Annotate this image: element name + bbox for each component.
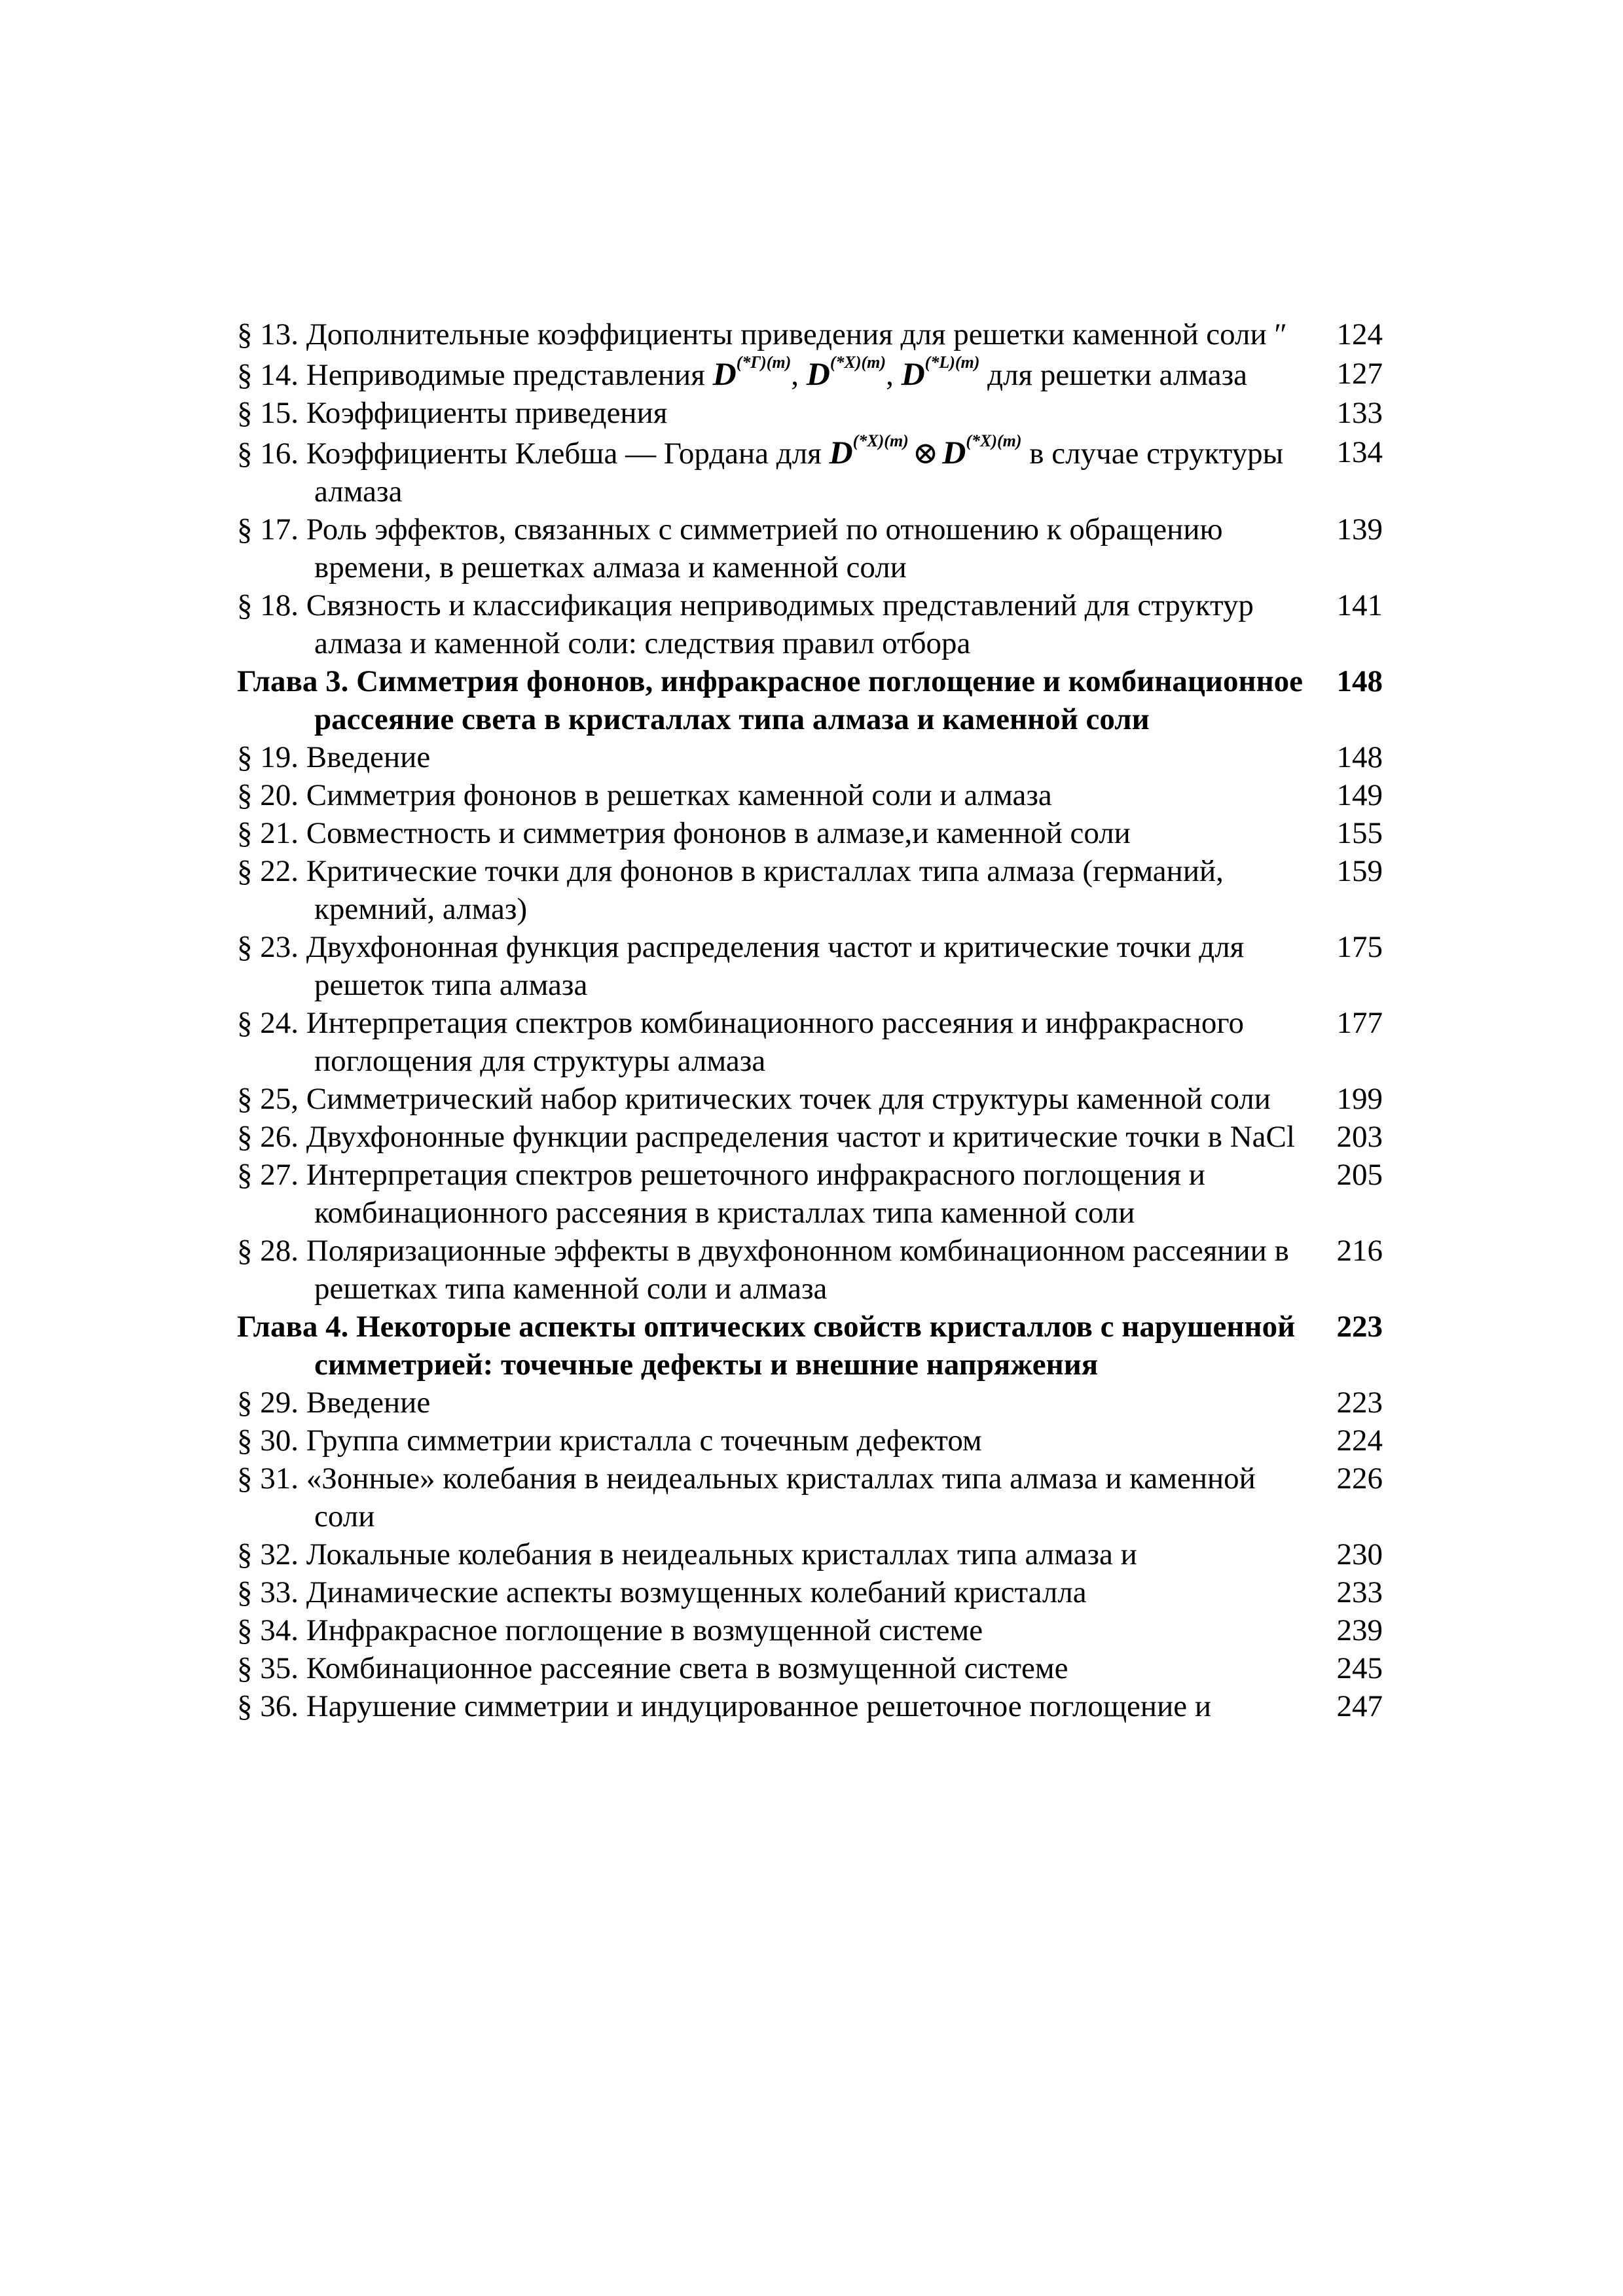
toc-entry-title: § 30. Группа симметрии кристалла с точечным дефектом: [237, 1424, 982, 1458]
toc-entry-title: § 14. Неприводимые представления $D^{(*\Gamma)(m)}$, $D^{(*X)(m)}$, $D^{(*L)(m)}$ для решетки алмаза: [237, 353, 1248, 392]
toc-entry-title: § 31. «Зонные» колебания в неидеальных кристаллах типа алмаза и каменной соли: [237, 1462, 1256, 1534]
toc-entry-title: § 18. Связность и классификация неприводимых представлений для структур алмаза и каменной соли: следствия правил отбора: [237, 588, 1254, 660]
toc-chapter-entry[interactable]: [237, 662, 1383, 738]
toc-entry[interactable]: [237, 1535, 1383, 1573]
toc-entry-page: 224: [1336, 1424, 1383, 1458]
formula-d-x: $D^{(*X)(m)}$: [829, 431, 909, 471]
toc-entry-page: 216: [1336, 1234, 1383, 1268]
toc-entry-page: 155: [1336, 816, 1383, 850]
toc-entry-title: [237, 432, 1314, 511]
toc-entry-page: 148: [1336, 740, 1383, 774]
toc-entry[interactable]: [237, 1232, 1383, 1308]
toc-entry-title: § 21. Совместность и симметрия фононов в алмазе,и каменной соли: [237, 816, 1131, 850]
toc-entry-page: 223: [1336, 1310, 1383, 1344]
toc-entry-title: § 23. Двухфононная функция распределения частот и критические точки для решеток типа алмаза: [237, 930, 1245, 1002]
table-of-contents: [237, 315, 1383, 1725]
toc-entry[interactable]: [237, 738, 1383, 776]
toc-entry[interactable]: [237, 511, 1383, 586]
toc-entry[interactable]: [237, 432, 1383, 511]
toc-entry-title: § 17. Роль эффектов, связанных с симметрией по отношению к обращению времени, в решетках алмаза и каменной соли: [237, 512, 1223, 584]
toc-entry[interactable]: [237, 814, 1383, 852]
toc-entry[interactable]: [237, 1080, 1383, 1118]
toc-entry[interactable]: [237, 1156, 1383, 1232]
toc-entry-page: 139: [1336, 512, 1383, 547]
toc-entry[interactable]: [237, 852, 1383, 928]
toc-entry-title: § 19. Введение: [237, 740, 431, 774]
toc-chapter-title: Глава 4. Некоторые аспекты оптических свойств кристаллов с нарушенной симметрией: точечные дефекты и внешние напряжения: [237, 1310, 1296, 1382]
toc-entry[interactable]: [237, 1611, 1383, 1649]
toc-entry[interactable]: [237, 1687, 1383, 1725]
toc-entry-page: 226: [1336, 1462, 1383, 1496]
toc-entry-page: 233: [1336, 1575, 1383, 1609]
toc-entry-title: § 25, Симметрический набор критических точек для структуры каменной соли: [237, 1082, 1271, 1116]
toc-entry[interactable]: [237, 353, 1383, 394]
toc-entry-title: § 34. Инфракрасное поглощение в возмущенной системе: [237, 1613, 983, 1647]
formula-d-l: $D^{(*L)(m)}$: [901, 353, 980, 392]
toc-entry[interactable]: [237, 928, 1383, 1004]
tensor-product-symbol: ⊗: [912, 437, 939, 471]
toc-entry-page: 199: [1336, 1082, 1383, 1116]
toc-entry-page: 124: [1336, 317, 1383, 351]
toc-entry-page: 239: [1336, 1613, 1383, 1647]
toc-entry-page: 203: [1336, 1120, 1383, 1154]
toc-entry-page: 141: [1336, 588, 1383, 622]
toc-entry-page: 247: [1336, 1689, 1383, 1723]
toc-entry-title: § 20. Симметрия фононов в решетках каменной соли и алмаза: [237, 778, 1052, 812]
toc-entry-page: 127: [1336, 357, 1383, 391]
toc-entry-title: § 27. Интерпретация спектров решеточного инфракрасного поглощения и комбинационного рассеяния в кристаллах типа каменной соли: [237, 1158, 1205, 1230]
toc-entry[interactable]: [237, 1422, 1383, 1460]
toc-entry-title: § 26. Двухфононные функции распределения частот и критические точки в NaCl: [237, 1120, 1295, 1154]
toc-entry-title: § 22. Критические точки для фононов в кристаллах типа алмаза (германий, кремний, алмаз): [237, 854, 1224, 926]
toc-entry[interactable]: [237, 1573, 1383, 1611]
toc-entry-page: 177: [1336, 1006, 1383, 1040]
toc-entry[interactable]: [237, 315, 1383, 353]
toc-entry[interactable]: [237, 776, 1383, 814]
toc-entry-page: 134: [1336, 435, 1383, 469]
toc-chapter-entry[interactable]: [237, 1308, 1383, 1384]
toc-entry-title: § 29. Введение: [237, 1386, 431, 1420]
toc-entry[interactable]: [237, 394, 1383, 432]
toc-entry-title-end: для решетки алмаза: [979, 358, 1248, 392]
toc-entry-page: 159: [1336, 854, 1383, 888]
toc-entry-title: § 35. Комбинационное рассеяние света в возмущенной системе: [237, 1651, 1068, 1685]
toc-entry-title-start: § 14. Неприводимые представления: [237, 358, 713, 392]
toc-entry-title: § 24. Интерпретация спектров комбинационного рассеяния и инфракрасного поглощения для структуры алмаза: [237, 1006, 1245, 1078]
toc-entry[interactable]: [237, 1460, 1383, 1535]
toc-entry-page: 230: [1336, 1537, 1383, 1571]
toc-entry-title: § 36. Нарушение симметрии и индуцированное решеточное поглощение и: [237, 1689, 1211, 1723]
toc-entry-page: 245: [1336, 1651, 1383, 1685]
toc-entry-title: § 15. Коэффициенты приведения: [237, 396, 668, 430]
toc-entry-title: § 33. Динамические аспекты возмущенных колебаний кристалла: [237, 1575, 1087, 1609]
toc-entry[interactable]: [237, 1649, 1383, 1687]
toc-entry-page: 205: [1336, 1158, 1383, 1192]
toc-entry-page: 149: [1336, 778, 1383, 812]
formula-d-gamma: $D^{(*\Gamma)(m)}$: [712, 353, 792, 392]
toc-entry-page: 175: [1336, 930, 1383, 964]
toc-entry-title: § 32. Локальные колебания в неидеальных кристаллах типа алмаза и: [237, 1537, 1137, 1571]
toc-entry[interactable]: [237, 1384, 1383, 1422]
toc-entry-page: 133: [1336, 396, 1383, 430]
formula-d-x: $D^{(*X)(m)}$: [942, 431, 1022, 471]
toc-entry-title: § 28. Поляризационные эффекты в двухфононном комбинационном рассеянии в решетках типа каменной соли и алмаза: [237, 1234, 1289, 1306]
toc-entry-title-end: в случае структуры алмаза: [314, 437, 1284, 509]
toc-entry[interactable]: [237, 1004, 1383, 1080]
toc-entry-page: 148: [1336, 664, 1383, 698]
toc-entry[interactable]: [237, 586, 1383, 662]
formula-d-x: $D^{(*X)(m)}$: [806, 353, 886, 392]
toc-entry-page: 223: [1336, 1386, 1383, 1420]
toc-entry-title-start: § 16. Коэффициенты Клебша — Гордана для: [237, 437, 830, 471]
toc-chapter-title: Глава 3. Симметрия фононов, инфракрасное поглощение и комбинационное рассеяние света в кристаллах типа алмаза и каменной соли: [237, 664, 1304, 736]
toc-entry-title: § 13. Дополнительные коэффициенты приведения для решетки каменной соли ″: [237, 317, 1287, 351]
toc-entry[interactable]: [237, 1118, 1383, 1156]
